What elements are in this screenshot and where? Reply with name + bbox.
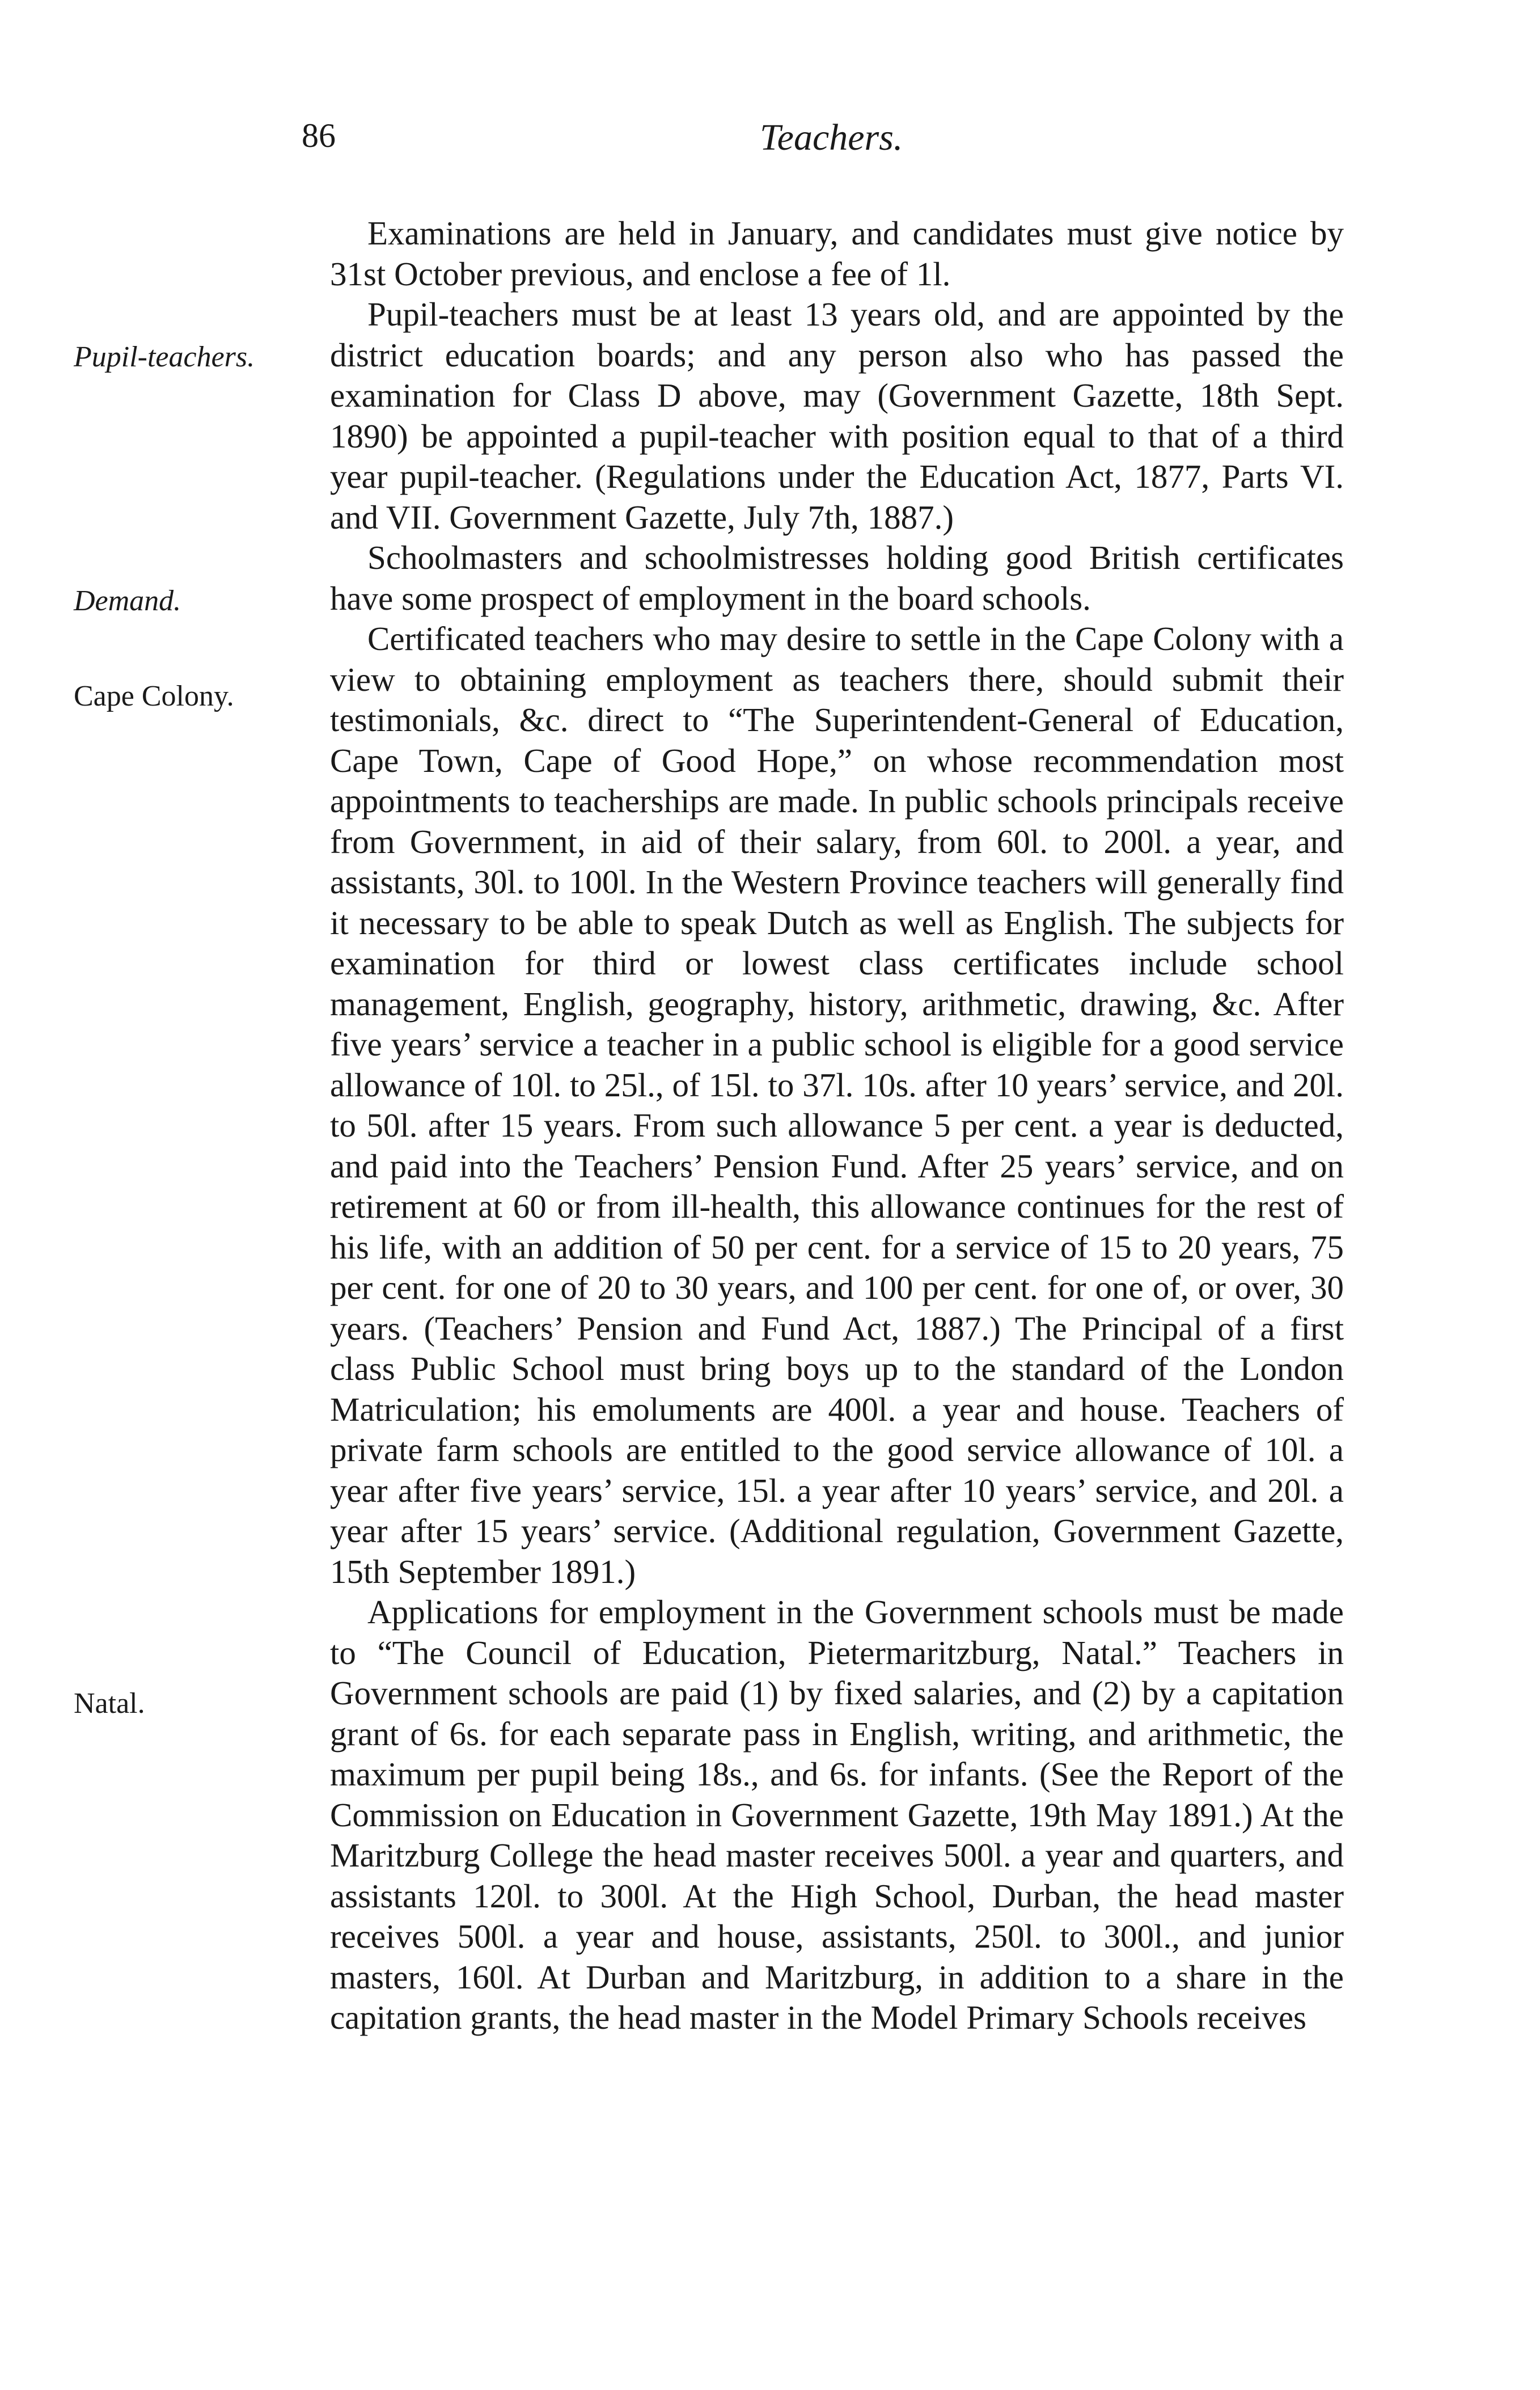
sidenote-natal: Natal. (74, 1687, 145, 1720)
sidenote-pupil-teachers: Pupil-teachers. (74, 341, 255, 373)
running-title: Teachers. (760, 117, 903, 158)
paragraph-examinations: Examinations are held in January, and candidates must give notice by 31st October previous, and enclose a fee of 1l. (330, 214, 1344, 293)
paragraph-natal: Applications for employment in the Government schools must be made to “The Council of Education, Pietermaritzburg, Natal.” Teachers in Government schools are paid (1) by fixed salaries, and (2) by a capitation grant of 6s. for each separate pass in English, writing, and arithmetic, the maximum per pupil being 18s., and 6s. for infants. (See the Report of the Commission on Education in Government Gazette, 19th May 1891.) At the Maritzburg College the head master receives 500l. a year and quarters, and assistants 120l. to 300l. At the High School, Durban, the head master receives 500l. a year and house, assistants, 250l. to 300l., and junior masters, 160l. At Durban and Maritzburg, in addition to a share in the capitation grants, the head master in the Model Primary Schools receives (330, 1593, 1344, 2036)
paragraph-cape-colony: Certificated teachers who may desire to settle in the Cape Colony with a view to obtaining employment as teachers there, should submit their testimonials, &c. direct to “The Superintendent-General of Education, Cape Town, Cape of Good Hope,” on whose recommendation most appointments to teacherships are made. In public schools principals receive from Government, in aid of their salary, from 60l. to 200l. a year, and assistants, 30l. to 100l. In the Western Province teachers will generally find it necessary to be able to speak Dutch as well as English. The subjects for examination for third or lowest class certificates include school management, English, geography, history, arithmetic, drawing, &c. After five years’ service a teacher in a public school is eligible for a good service allowance of 10l. to 25l., of 15l. to 37l. 10s. after 10 years’ service, and 20l. to 50l. after 15 years. From such allowance 5 per cent. a year is deducted, and paid into the Teachers’ Pension Fund. After 25 years’ service, and on retirement at 60 or from ill-health, this allowance continues for the rest of his life, with an addition of 50 per cent. for a service of 15 to 20 years, 75 per cent. for one of 20 to 30 years, and 100 per cent. for one of, or over, 30 years. (Teachers’ Pension and Fund Act, 1887.) The Principal of a first class Public School must bring boys up to the standard of the London Matriculation; his emoluments are 400l. a year and house. Teachers of private farm schools are entitled to the good service allowance of 10l. a year after five years’ service, 15l. a year after 10 years’ service, and 20l. a year after 15 years’ service. (Additional regulation, Government Gazette, 15th September 1891.) (330, 620, 1344, 1590)
paragraph-pupil-teachers: Pupil-teachers must be at least 13 years old, and are appointed by the district education boards; and any person also who has passed the examination for Class D above, may (Government Gazette, 18th Sept. 1890) be appointed a pupil-teacher with position equal to that of a third year pupil-teacher. (Regulations under the Education Act, 1877, Parts VI. and VII. Government Gazette, July 7th, 1887.) (330, 295, 1344, 536)
paragraph-demand: Schoolmasters and schoolmistresses holding good British certificates have some prospect of employment in the board schools. (330, 539, 1344, 617)
page-number: 86 (302, 117, 336, 154)
sidenote-cape-colony: Cape Colony. (74, 680, 234, 712)
body-text (330, 213, 1344, 2038)
sidenote-demand: Demand. (74, 585, 181, 617)
